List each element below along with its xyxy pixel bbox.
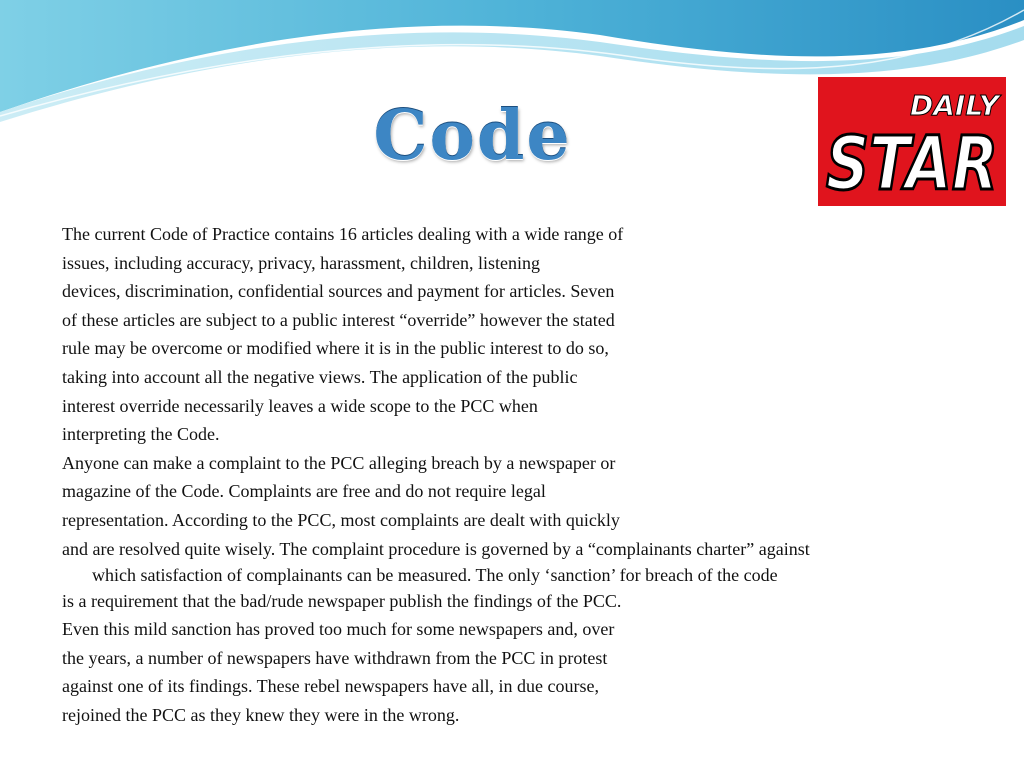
- body-line: The current Code of Practice contains 16 articles dealing with a wide range of: [62, 224, 624, 244]
- body-line: Even this mild sanction has proved too much for some newspapers and, over: [62, 619, 615, 640]
- body-paragraphs: [62, 220, 962, 730]
- body-line: issues, including accuracy, privacy, harassment, children, listening: [62, 252, 541, 273]
- body-line: taking into account all the negative views. The application of the public: [62, 366, 578, 387]
- svg-text:STAR: STAR: [826, 121, 998, 207]
- body-line: interpreting the Code.: [62, 424, 220, 445]
- body-line: devices, discrimination, confidential sources and payment for articles. Seven: [62, 281, 615, 302]
- body-line: rejoined the PCC as they knew they were in the wrong.: [62, 704, 460, 725]
- slide-title: Code: [373, 96, 572, 176]
- body-line: representation. According to the PCC, most complaints are dealt with quickly: [62, 509, 620, 530]
- body-line: Anyone can make a complaint to the PCC alleging breach by a newspaper or: [62, 452, 616, 473]
- body-line-continuation: which satisfaction of complainants can be measured. The only ‘sanction’ for breach of the code: [92, 564, 778, 585]
- body-line: is a requirement that the bad/rude newspaper publish the findings of the PCC.: [62, 590, 622, 611]
- body-line: magazine of the Code. Complaints are free and do not require legal: [62, 481, 546, 502]
- body-line: of these articles are subject to a public interest “override” however the stated: [62, 309, 615, 330]
- body-line: against one of its findings. These rebel newspapers have all, in due course,: [62, 676, 600, 697]
- body-line: and are resolved quite wisely. The complaint procedure is governed by a “complainants charter” against: [62, 538, 810, 559]
- body-line: rule may be overcome or modified where it is in the public interest to do so,: [62, 338, 609, 359]
- body-line: interest override necessarily leaves a wide scope to the PCC when: [62, 395, 538, 416]
- svg-text:DAILY: DAILY: [910, 89, 1000, 122]
- body-line: the years, a number of newspapers have withdrawn from the PCC in protest: [62, 647, 608, 668]
- daily-star-logo: [818, 77, 1006, 206]
